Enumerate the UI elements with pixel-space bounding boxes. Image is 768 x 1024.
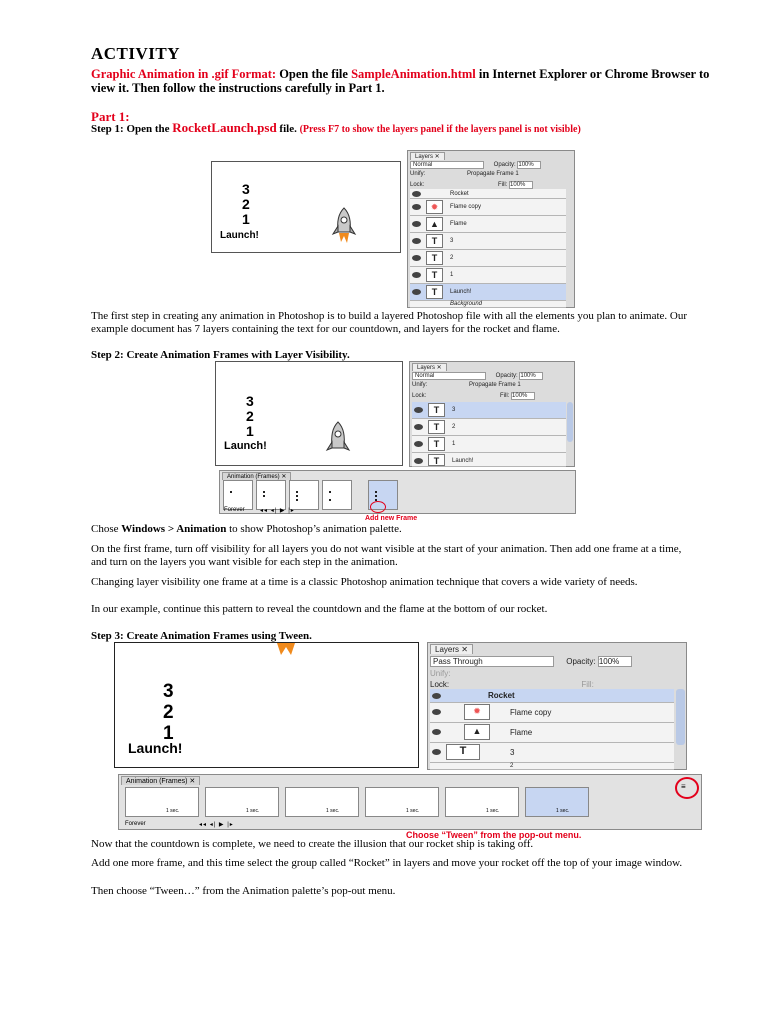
para-2-text-2: to show Photoshop’s animation palette.	[226, 523, 402, 535]
layers-tab[interactable]: Layers ✕	[410, 152, 445, 160]
count-2: 2	[246, 408, 254, 424]
blend-mode-select[interactable]: Pass Through	[430, 656, 554, 667]
layer-row[interactable]	[430, 763, 674, 770]
lock-label: Lock:	[410, 182, 425, 188]
pop-out-menu-icon[interactable]: ≡	[681, 782, 686, 791]
layer-row-selected[interactable]	[410, 284, 566, 301]
flame-thumb-icon: ✹	[464, 704, 490, 720]
count-1: 1	[163, 723, 174, 744]
frame-delay: 1 sec.	[326, 808, 340, 814]
layer-name: 2	[452, 424, 456, 430]
layer-row[interactable]	[410, 267, 566, 284]
layer-row[interactable]	[410, 189, 566, 199]
canvas-preview-2	[215, 361, 403, 466]
intro-file: SampleAnimation.html	[351, 67, 476, 81]
fill-label: Fill:	[581, 680, 594, 689]
layer-row[interactable]	[410, 216, 566, 233]
intro-lead: Graphic Animation in .gif Format:	[91, 67, 277, 81]
scrollbar[interactable]	[567, 402, 573, 442]
layer-name: 1	[452, 441, 456, 447]
layers-options-row	[412, 372, 572, 380]
step-1-file: RocketLaunch.psd	[172, 120, 277, 135]
count-2: 2	[163, 702, 174, 723]
lock-label: Lock:	[430, 680, 450, 689]
layer-name: 3	[510, 748, 515, 757]
paragraph-8: Then choose “Tween…” from the Animation palette’s pop-out menu.	[91, 885, 396, 897]
canvas-preview-3	[114, 642, 419, 768]
animation-palette-1	[219, 470, 576, 514]
text-layer-icon: T	[428, 403, 445, 417]
layer-row[interactable]	[410, 199, 566, 216]
frame-delay: 1 sec.	[246, 808, 260, 814]
layer-row[interactable]	[410, 301, 566, 308]
eye-icon[interactable]	[412, 204, 421, 210]
layer-row[interactable]	[410, 250, 566, 267]
eye-icon[interactable]	[412, 289, 421, 295]
layer-name: 2	[510, 763, 514, 769]
layers-tab[interactable]: Layers ✕	[430, 644, 473, 654]
paragraph-3: On the first frame, turn off visibility for all layers you do not want visible at the start of your animation. Then add one frame at a time, and turn on the layers you want visible for each step in the animation.	[91, 543, 682, 568]
text-layer-icon: T	[428, 420, 445, 434]
paragraph-5: In our example, continue this pattern to reveal the countdown and the flame at the bottom of our rocket.	[91, 603, 548, 615]
layer-row[interactable]	[430, 723, 674, 743]
fill-label: Fill:	[500, 393, 510, 399]
layer-name: Background	[450, 301, 483, 307]
text-layer-icon: T	[428, 437, 445, 451]
text-layer-icon: T	[428, 454, 445, 466]
propagate-checkbox[interactable]: Propagate Frame 1	[467, 171, 519, 177]
flame-icon	[275, 643, 297, 657]
layer-name: Rocket	[488, 691, 515, 700]
eye-icon[interactable]	[432, 693, 441, 699]
animation-frame[interactable]	[365, 787, 439, 817]
layer-name: Flame	[450, 221, 467, 227]
unify-row	[430, 669, 684, 678]
loop-select[interactable]: Forever	[224, 507, 245, 513]
step-2: Step 2: Create Animation Frames with Layer Visibility.	[91, 349, 350, 361]
animation-frame[interactable]	[256, 480, 286, 510]
countdown-text	[246, 394, 254, 439]
propagate-checkbox[interactable]: Propagate Frame 1	[469, 382, 521, 388]
layer-row[interactable]	[430, 703, 674, 723]
count-3: 3	[242, 181, 250, 197]
eye-icon[interactable]	[412, 255, 421, 261]
count-2: 2	[242, 196, 250, 212]
text-layer-icon: T	[426, 251, 443, 265]
eye-icon[interactable]	[432, 729, 441, 735]
unify-label: Unify:	[410, 171, 426, 177]
frame-delay: 1 sec.	[166, 808, 180, 814]
animation-palette-2	[118, 774, 702, 830]
canvas-preview-1	[211, 161, 401, 253]
rocket-thumb-icon: ▲	[426, 217, 443, 231]
unify-row	[412, 382, 572, 388]
text-layer-icon: T	[426, 268, 443, 282]
layer-name: 3	[452, 407, 456, 413]
lock-label: Lock:	[412, 393, 427, 399]
layer-name: 2	[450, 255, 454, 261]
eye-icon[interactable]	[412, 238, 421, 244]
animation-frame[interactable]	[445, 787, 519, 817]
fill-input[interactable]: 100%	[511, 392, 535, 400]
intro-text-2: in Internet Explorer or Chrome Browser to view it. Then follow the instructions carefully in Part 1.	[91, 67, 710, 95]
playback-controls[interactable]: ◂◂ ◂| ▶ |▸	[199, 822, 234, 828]
page-title: ACTIVITY	[91, 44, 181, 63]
opacity-input[interactable]: 100%	[519, 372, 543, 380]
step-1	[91, 121, 711, 137]
eye-icon[interactable]	[414, 441, 423, 447]
paragraph-4: Changing layer visibility one frame at a time is a classic Photoshop animation technique that covers a wide variety of needs.	[91, 576, 638, 588]
intro-paragraph	[91, 67, 711, 95]
fill-label: Fill:	[498, 182, 508, 188]
animation-frame[interactable]	[285, 787, 359, 817]
eye-icon[interactable]	[432, 749, 441, 755]
add-frame-highlight	[370, 501, 386, 513]
animation-frame[interactable]	[289, 480, 319, 510]
part-heading: Part 1:	[91, 109, 130, 124]
step-3: Step 3: Create Animation Frames using Tween.	[91, 630, 312, 642]
paragraph-6: Now that the countdown is complete, we need to create the illusion that our rocket ship is taking off.	[91, 838, 534, 850]
opacity-label: Opacity:	[495, 373, 518, 379]
para-2-text: Chose	[91, 523, 122, 535]
launch-text: Launch!	[224, 440, 267, 452]
playback-controls[interactable]: ◂◂ ◂| ▶ |▸	[260, 508, 295, 514]
layers-tab[interactable]: Layers ✕	[412, 363, 447, 371]
launch-text: Launch!	[220, 230, 259, 241]
layers-panel-3	[427, 642, 687, 770]
count-3: 3	[163, 681, 174, 702]
layer-name: Rocket	[450, 191, 469, 197]
blend-mode-select[interactable]: Normal	[412, 372, 486, 380]
launch-text: Launch!	[128, 740, 183, 756]
layer-row-selected[interactable]	[430, 689, 674, 703]
eye-icon[interactable]	[414, 424, 423, 430]
frame-delay: 1 sec.	[556, 808, 570, 814]
lock-row	[412, 392, 572, 400]
opacity-input[interactable]: 100%	[598, 656, 632, 667]
layers-options-row	[410, 161, 572, 169]
rocket-icon	[330, 206, 358, 248]
layer-name: Launch!	[450, 289, 472, 295]
flame-thumb-icon: ✹	[426, 200, 443, 214]
animation-frame[interactable]	[223, 480, 253, 510]
countdown-text	[242, 182, 250, 227]
unify-label: Unify:	[430, 669, 451, 678]
intro-text: Open the file	[276, 67, 352, 81]
opacity-input[interactable]: 100%	[517, 161, 541, 169]
count-1: 1	[242, 211, 250, 227]
animation-frame[interactable]	[322, 480, 352, 510]
layer-row[interactable]	[412, 419, 566, 436]
layer-row[interactable]	[430, 743, 674, 763]
layer-name: Launch!	[452, 458, 474, 464]
frame-delay: 1 sec.	[486, 808, 500, 814]
animation-tab[interactable]: Animation (Frames) ✕	[121, 776, 200, 785]
scrollbar[interactable]	[676, 689, 685, 745]
paragraph-2	[91, 523, 701, 536]
pop-out-menu-highlight	[675, 777, 699, 799]
add-frame-caption: Add new Frame	[365, 515, 418, 522]
eye-icon[interactable]	[412, 191, 421, 197]
eye-icon[interactable]	[412, 221, 421, 227]
layers-options-row	[430, 656, 684, 667]
paragraph-7: Add one more frame, and this time select the group called “Rocket” in layers and move your rocket off the top of your image window.	[91, 857, 683, 869]
countdown-text	[163, 681, 174, 744]
blend-mode-select[interactable]: Normal	[410, 161, 484, 169]
animation-frame[interactable]	[125, 787, 199, 817]
animation-frame-selected[interactable]	[525, 787, 589, 817]
lock-row	[430, 680, 684, 689]
layer-row[interactable]	[412, 436, 566, 453]
layer-name: Flame copy	[450, 204, 482, 210]
layer-row-selected[interactable]	[412, 402, 566, 419]
tween-caption: Choose “Tween” from the pop-out menu.	[406, 830, 582, 840]
opacity-label: Opacity:	[493, 162, 516, 168]
layer-row[interactable]	[410, 233, 566, 250]
layer-row[interactable]	[412, 453, 566, 467]
eye-icon[interactable]	[412, 272, 421, 278]
rocket-thumb-icon: ▲	[464, 724, 490, 740]
unify-row	[410, 171, 572, 177]
text-layer-icon: T	[426, 234, 443, 248]
frame-delay: 1 sec.	[406, 808, 420, 814]
layers-panel-1	[407, 150, 575, 308]
animation-tab[interactable]: Animation (Frames) ✕	[222, 472, 291, 480]
paragraph-1: The first step in creating any animation in Photoshop is to build a layered Photoshop file with all the elements you plan to animate. Our example document has 7 layers containing the text for our countdown, and layers for the rocket and flame.	[91, 310, 688, 335]
eye-icon[interactable]	[432, 709, 441, 715]
step-1-note: (Press F7 to show the layers panel if the layers panel is not visible)	[299, 124, 581, 135]
step-1-lead: Step 1: Open the	[91, 123, 173, 135]
unify-label: Unify:	[412, 382, 428, 388]
fill-input[interactable]: 100%	[509, 181, 533, 189]
step-1-mid: file.	[276, 123, 300, 135]
loop-select[interactable]: Forever	[125, 821, 146, 827]
text-layer-icon: T	[446, 744, 480, 760]
text-layer-icon: T	[426, 285, 443, 299]
layer-name: Flame	[510, 728, 533, 737]
eye-icon[interactable]	[414, 407, 423, 413]
animation-frame[interactable]	[205, 787, 279, 817]
para-2-menu-path: Windows > Animation	[121, 523, 227, 535]
count-1: 1	[246, 423, 254, 439]
opacity-label: Opacity:	[566, 657, 596, 666]
layer-name: 1	[450, 272, 454, 278]
layer-name: 3	[450, 238, 454, 244]
count-3: 3	[246, 393, 254, 409]
layers-panel-2	[409, 361, 575, 467]
lock-row	[410, 181, 572, 189]
layer-name: Flame copy	[510, 708, 552, 717]
rocket-icon	[324, 420, 352, 460]
eye-icon[interactable]	[414, 458, 423, 464]
